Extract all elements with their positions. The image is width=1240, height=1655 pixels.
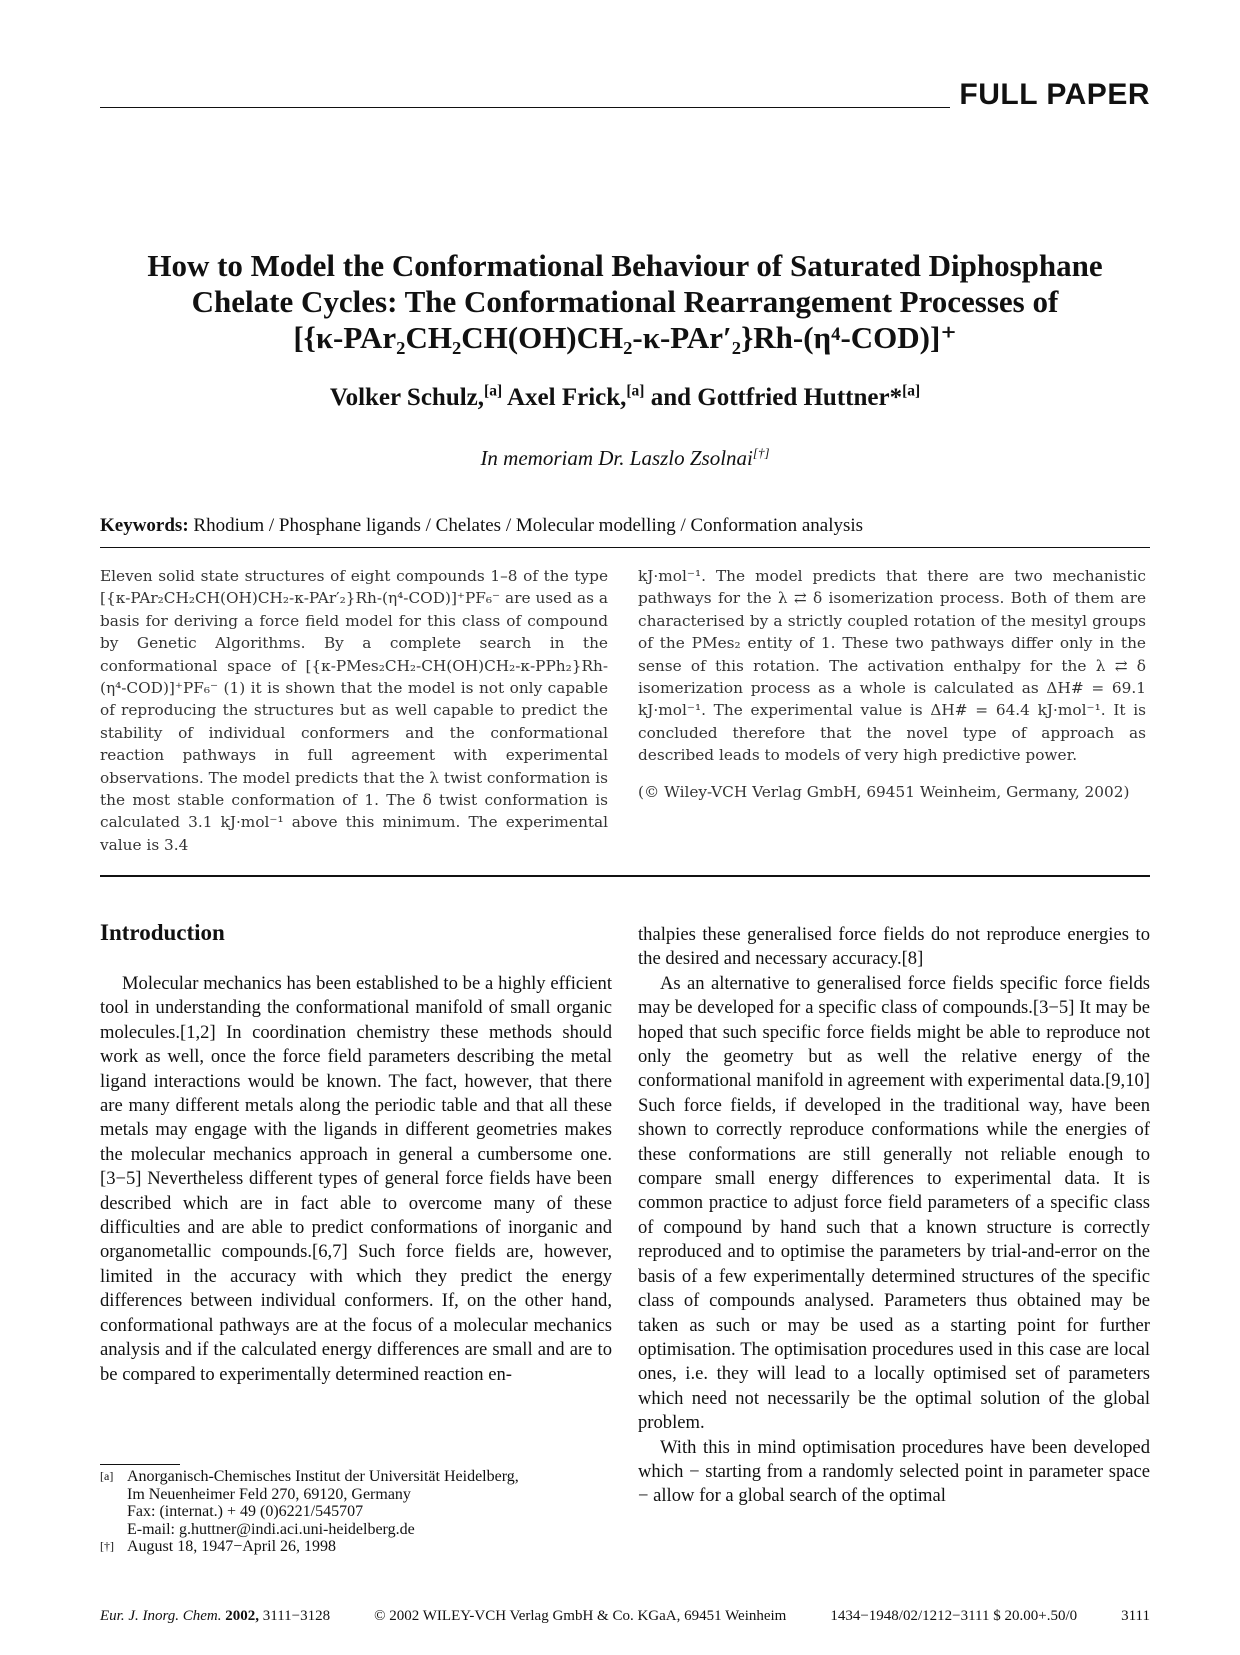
keywords-rule (100, 547, 1150, 548)
dedication-text: In memoriam Dr. Laszlo Zsolnai (480, 446, 753, 470)
footnote-email[interactable]: E-mail: g.huttner@indi.aci.uni-heidelberg.de (127, 1520, 415, 1538)
title-line-2: Chelate Cycles: The Conformational Rearrangement Processes of (191, 284, 1059, 319)
footnote (100, 1538, 612, 1556)
author-name: Axel Frick, (502, 384, 627, 411)
abstract-rule (100, 875, 1150, 877)
dedication-mark: [†] (752, 445, 770, 461)
footer-citation (100, 1608, 330, 1625)
section-heading: Introduction (100, 920, 225, 945)
dedication (100, 446, 1150, 471)
footnote-mark: [†] (100, 1539, 114, 1554)
abstract-copyright: (© Wiley-VCH Verlag GmbH, 69451 Weinheim, Germany, 2002) (638, 782, 1130, 801)
footnote-line: Im Neuenheimer Feld 270, 69120, Germany (127, 1485, 411, 1503)
footer-page-number: 3111 (1121, 1608, 1150, 1624)
footnote-rule (100, 1464, 180, 1465)
footnote-line: Fax: (internat.) + 49 (0)6221/545707 (127, 1503, 364, 1521)
author-list (100, 384, 1150, 412)
body-paragraph: As an alternative to generalised force fields specific force fields may be developed for a specific class of compounds.[3−5] It may be hoped that such specific force fields might be able to reproduce not only the geometry but as well the relative energy of the conformational manifold in agreement with experimental data.[9,10] Such force fields, if developed in the traditional way, have been shown to correctly reproduce conformations while the energies of these conformations are still generally not reliable enough to compare small energy differences to experimental data. It is common practice to adjust force field parameters of a specific class of compound by hand such that a known structure is correctly reproduced and to optimise the parameters by trial-and-error on the basis of a few experimentally determined structures of the specific class of compounds analysed. Parameters thus obtained may be taken as such or may be used as a starting point for further optimisation. The optimisation procedures used in this case are local ones, i.e. they will lead to a locally optimised set of parameters which need not necessarily be the optimal solution of the global problem. (638, 972, 1150, 1434)
author-name: and Gottfried Huttner* (644, 384, 903, 411)
footnotes (100, 1468, 612, 1556)
author-affiliation: [a] (902, 382, 921, 400)
keywords (100, 515, 1150, 537)
section-label: FULL PAPER (959, 78, 1150, 111)
abstract-left-column (100, 565, 608, 856)
footer-pages: 3111−3128 (262, 1608, 331, 1624)
author-affiliation: [a] (626, 382, 645, 400)
abstract-paragraph: kJ·mol⁻¹. The model predicts that there are two mechanistic pathways for the λ ⇄ δ isomerization process. Both of them are characterised by a strictly coupled rotation of the mesityl groups of the PMes₂ entity of 1. These two pathways differ only in the sense of this rotation. The activation enthalpy for the λ ⇄ δ isomerization process as a whole is calculated as ΔH# = 69.1 kJ·mol⁻¹. The experimental value is ΔH# = 64.4 kJ·mol⁻¹. It is concluded therefore that the novel type of approach as described leads to models of very high predictive power. (638, 567, 1146, 765)
title-line-3: [{κ-PAr₂CH₂CH(OH)CH₂-κ-PAr′₂}Rh-(η⁴-COD)]⁺ (293, 320, 957, 355)
footer-journal: Eur. J. Inorg. Chem. (100, 1608, 222, 1624)
page-footer (100, 1608, 1150, 1625)
abstract-right-column (638, 565, 1146, 803)
body-paragraph: With this in mind optimisation procedures have been developed which − starting from a randomly selected point in parameter space − allow for a global search of the optimal (638, 1436, 1150, 1507)
author-affiliation: [a] (484, 382, 503, 400)
footnote-body (127, 1538, 612, 1556)
header-rule (100, 107, 950, 108)
paper-title (100, 248, 1150, 356)
keywords-text: Rhodium / Phosphane ligands / Chelates / Molecular modelling / Conformation analysis (193, 515, 864, 536)
title-line-1: How to Model the Conformational Behaviour of Saturated Diphosphane (147, 248, 1103, 283)
author-name: Volker Schulz, (329, 384, 485, 411)
footnote-body (127, 1468, 612, 1538)
footnote-line: Anorganisch-Chemisches Institut der Universität Heidelberg, (127, 1468, 519, 1485)
footer-year: 2002, (225, 1608, 260, 1624)
footnote-mark: [a] (100, 1469, 114, 1483)
footer-issn: 1434−1948/02/1212−3111 $ 20.00+.50/0 (830, 1608, 1078, 1624)
footnote-line: August 18, 1947−April 26, 1998 (127, 1538, 337, 1556)
body-paragraph: thalpies these generalised force fields do not reproduce energies to the desired and necessary accuracy.[8] (638, 924, 1150, 970)
footnote (100, 1468, 612, 1538)
body-left-column (100, 972, 612, 1387)
body-paragraph: Molecular mechanics has been established to be a highly efficient tool in understanding the conformational manifold of small organic molecules.[1,2] In coordination chemistry these methods should work as well, once the force field parameters describing the metal ligand interactions would be known. The fact, however, that there are many different metals along the periodic table and that all these metals may engage with the ligands in different geometries makes the molecular mechanics approach in general a cumbersome one.[3−5] Nevertheless different types of general force fields have been described which are in fact able to overcome many of these difficulties and are able to predict conformations of inorganic and organometallic compounds.[6,7] Such force fields are, however, limited in the accuracy with which they predict the energy differences between individual conformers. If, on the other hand, conformational pathways are at the focus of a molecular mechanics analysis and if the calculated energy differences are small and are to be compared to experimentally determined reaction en- (100, 973, 612, 1385)
body-right-column (638, 923, 1150, 1509)
abstract-paragraph: Eleven solid state structures of eight compounds 1–8 of the type [{κ-PAr₂CH₂CH(OH)CH₂-κ-PAr′₂}Rh-(η⁴-COD)]⁺PF₆⁻ are used as a basis for deriving a force field model for this class of compound by Genetic Algorithms. By a complete search in the conformational space of [{κ-PMes₂CH₂-CH(OH)CH₂-κ-PPh₂}Rh-(η⁴-COD)]⁺PF₆⁻ (1) it is shown that the model is not only capable of reproducing the structures but as well capable to predict the stability of individual conformers and the conformational reaction pathways in full agreement with experimental observations. The model predicts that the λ twist conformation is the most stable conformation of 1. The δ twist conformation is calculated 3.1 kJ·mol⁻¹ above this minimum. The experimental value is 3.4 (100, 567, 608, 854)
footer-copyright: © 2002 WILEY-VCH Verlag GmbH & Co. KGaA, 69451 Weinheim (374, 1608, 787, 1624)
keywords-label: Keywords: (100, 515, 189, 536)
